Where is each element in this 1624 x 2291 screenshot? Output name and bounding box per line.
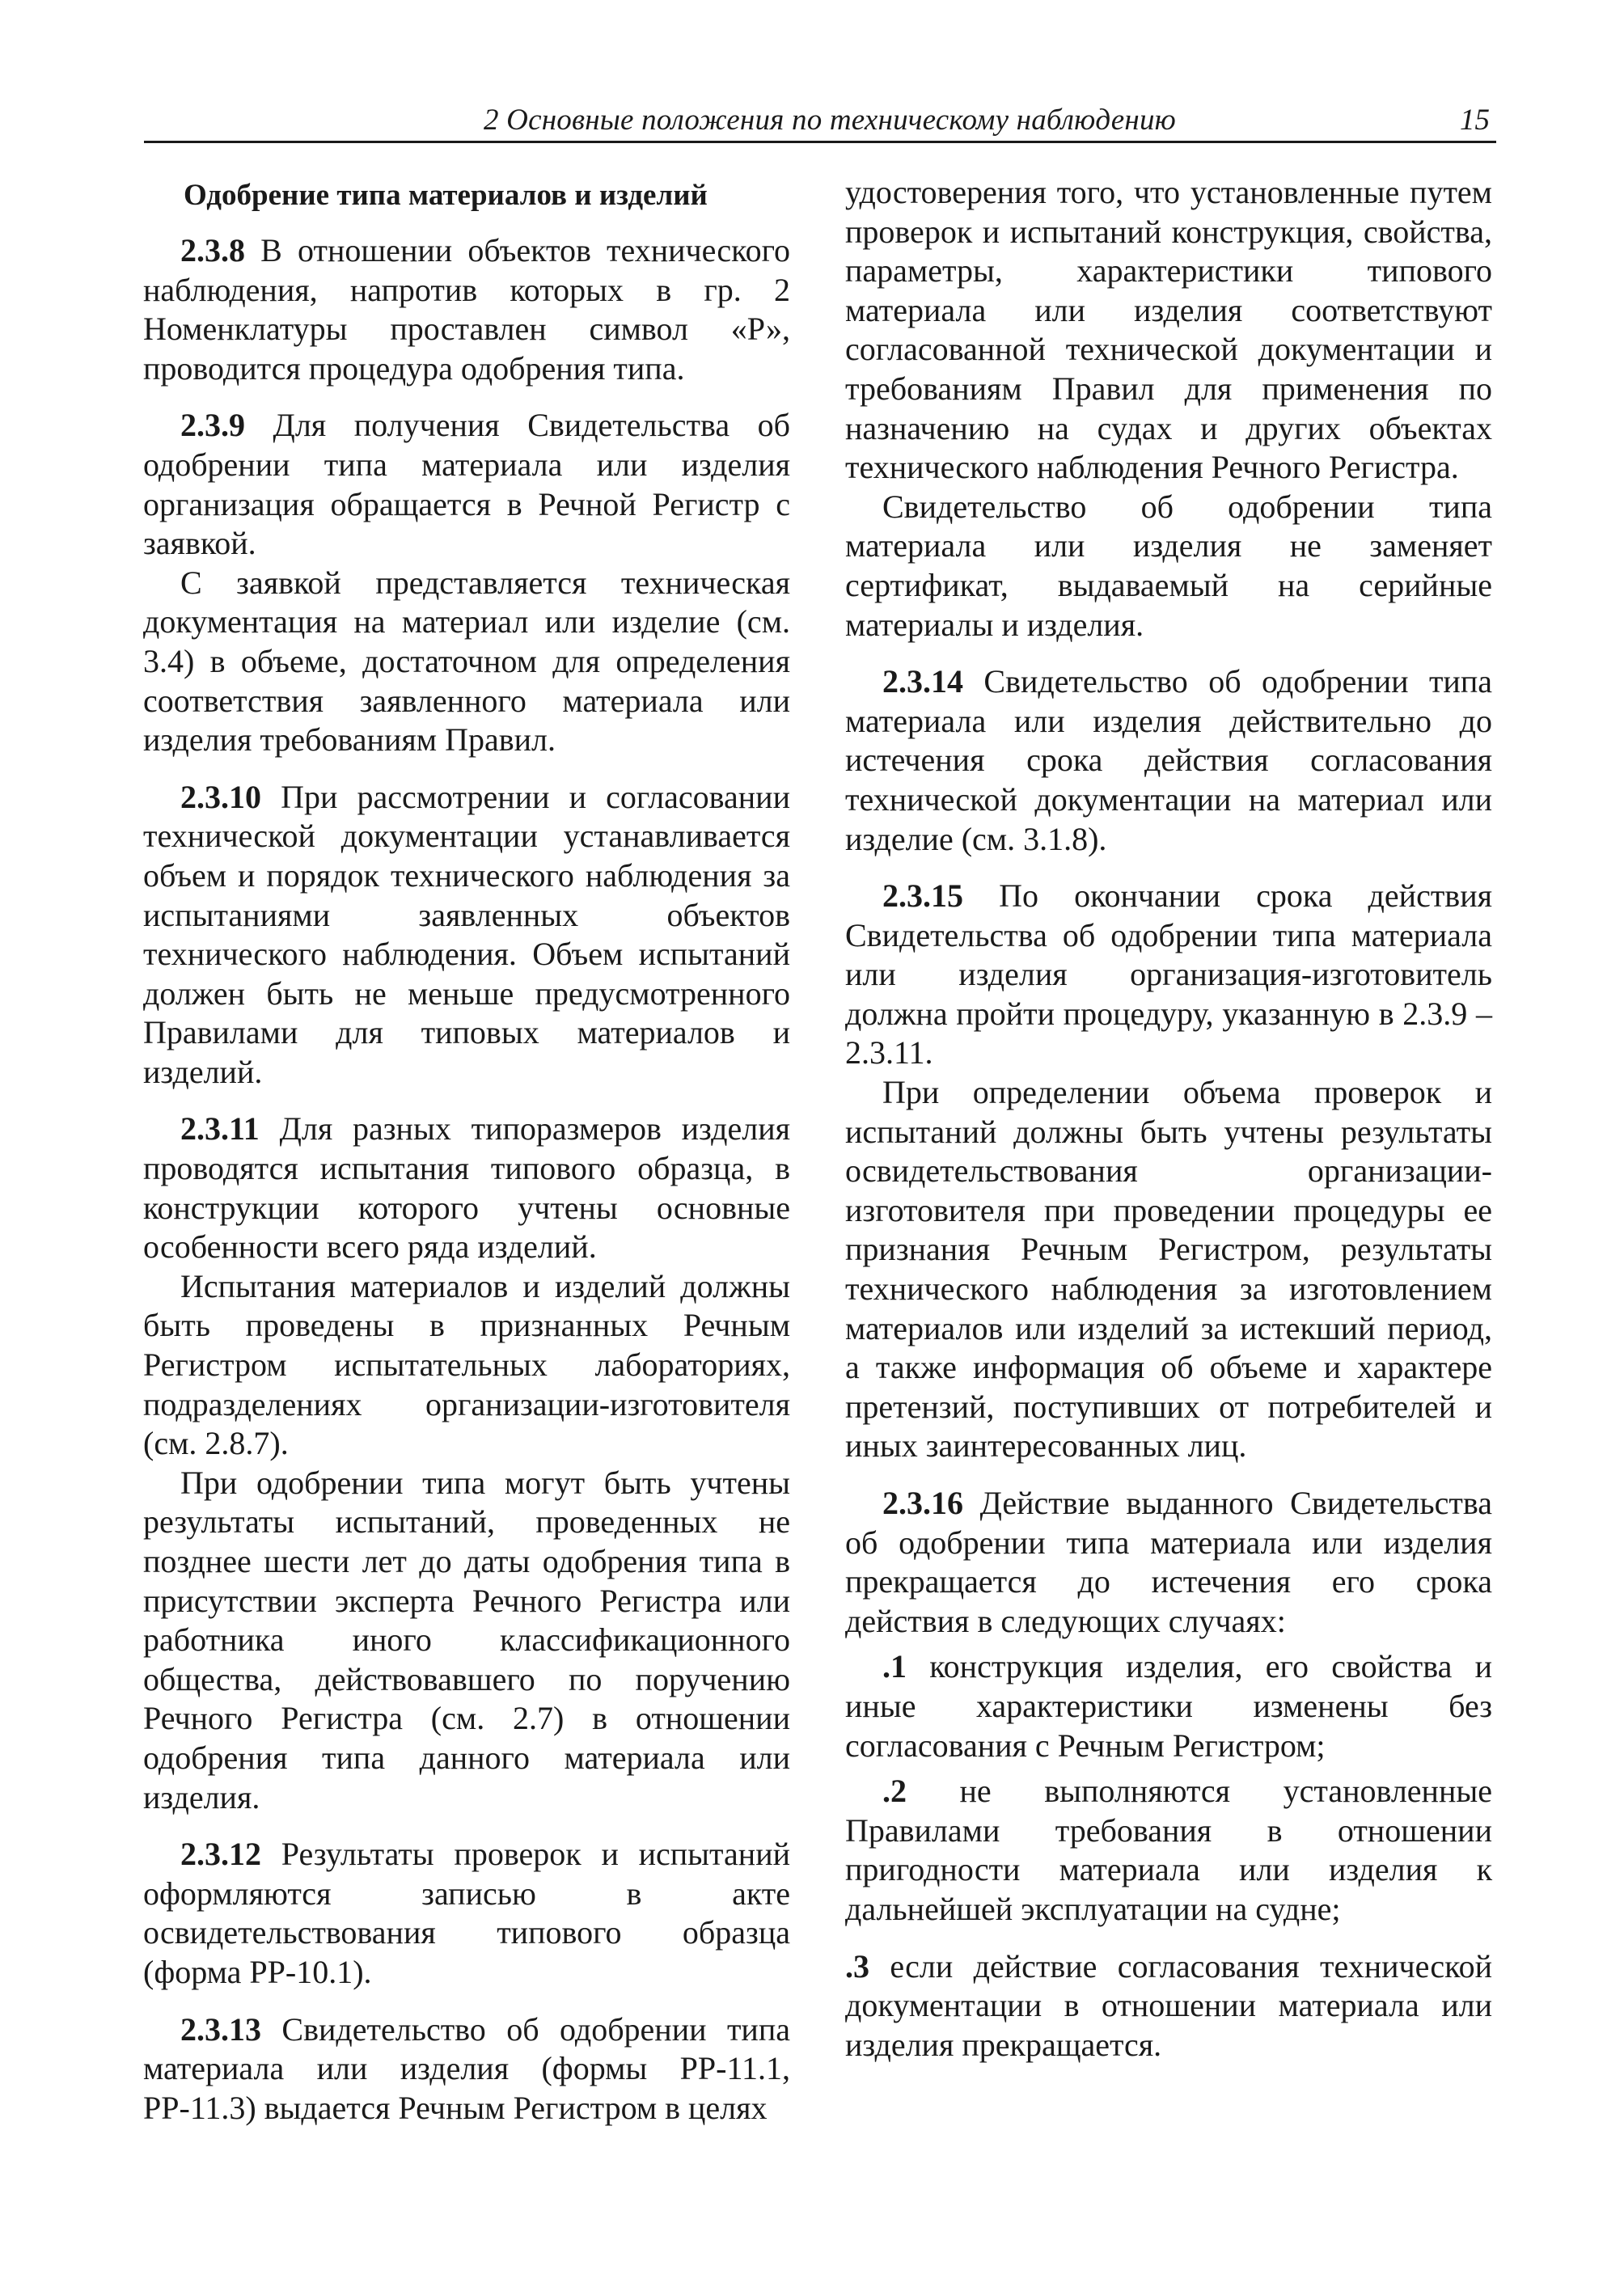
item-text: не выполняются установленные Правилами требования в отношении пригодности материала или изделия к дальнейшей эксплуатации на судне;: [845, 1773, 1492, 1927]
clause-text: Свидетельство об одобрении типа материала или изделия действительно до истечения срока действия согласования технической документации на материал или изделие (см. 3.1.8).: [845, 663, 1492, 857]
clause-text: Для разных типоразмеров изделия проводятся испытания типового образца, в конструкции которого учтены основные особенности всего ряда изделий.: [143, 1110, 790, 1266]
page-number: 15: [1460, 104, 1490, 137]
paragraph-2-3-8: [143, 231, 790, 388]
paragraph-2-3-13: [143, 2010, 790, 2128]
section-heading: Одобрение типа материалов и изделий: [184, 179, 708, 212]
right-column: [845, 173, 1492, 2065]
item-number: .2: [882, 1773, 907, 1810]
paragraph-2-3-9-continued: С заявкой представляется техническая документация на материал или изделие (см. 3.4) в объеме, достаточном для определения соответствия заявленного материала или изделия требованиям Правил.: [143, 564, 790, 759]
paragraph-2-3-15: [845, 877, 1492, 1073]
paragraph-2-3-11-continued-2: При одобрении типа могут быть учтены результаты испытаний, проведенных не позднее шести лет до даты одобрения типа в присутствии эксперта Речного Регистра или работника иного классификационного общества, действовавшего по поручению Речного Регистра (см. 2.7) в отношении одобрения типа данного материала или изделия.: [143, 1464, 790, 1815]
item-text: если действие согласования технической документации в отношении материала или изделия прекращается.: [845, 1947, 1492, 2063]
clause-text: Для получения Свидетельства об одобрении типа материала или изделия организация обращается в Речной Регистр с заявкой.: [143, 407, 790, 562]
clause-number: 2.3.10: [180, 778, 261, 815]
running-section-title: 2 Основные положения по техническому наблюдению: [484, 104, 1176, 137]
clause-number: 2.3.14: [882, 663, 963, 700]
item-number: .1: [882, 1648, 907, 1685]
paragraph-2-3-9: [143, 406, 790, 563]
paragraph-2-3-13-continued: удостоверения того, что установленные путем проверок и испытаний конструкция, свойства, параметры, характеристики типового материала или изделия соответствуют согласованной технической документации и требованиям Правил для применения по назначению на судах и других объектах технического наблюдения Речного Регистра.: [845, 174, 1492, 486]
paragraph-2-3-14: [845, 662, 1492, 859]
clause-text: Результаты проверок и испытаний оформляются записью в акте освидетельствования типового образца (форма РР-10.1).: [143, 1836, 790, 1990]
clause-text: При рассмотрении и согласовании технической документации устанавливается объем и порядок технического наблюдения за испытаниями заявленных объектов технического наблюдения. Объем испытаний должен быть не меньше предусмотренного Правилами для типовых материалов и изделий.: [143, 778, 790, 1090]
paragraph-2-3-12: [143, 1835, 790, 1992]
clause-number: 2.3.9: [180, 407, 245, 444]
list-item-2: [845, 1772, 1492, 1929]
clause-number: 2.3.15: [882, 877, 963, 915]
item-text: конструкция изделия, его свойства и иные характеристики изменены без согласования с Речным Регистром;: [845, 1648, 1492, 1764]
paragraph-2-3-10: [143, 778, 790, 1093]
clause-number: 2.3.12: [180, 1836, 261, 1873]
list-item-3: [845, 1947, 1492, 2065]
clause-text: Действие выданного Свидетельства об одобрении типа материала или изделия прекращается до истечения его срока действия в следующих случаях:: [845, 1485, 1492, 1639]
left-column: [143, 176, 790, 2128]
clause-text: По окончании срока действия Свидетельства об одобрении типа материала или изделия организация-изготовитель должна пройти процедуру, указанную в 2.3.9 – 2.3.11.: [845, 877, 1492, 1072]
clause-text: Свидетельство об одобрении типа материала или изделия (формы РР-11.1, РР-11.3) выдается Речным Регистром в целях: [143, 2010, 790, 2126]
clause-number: 2.3.13: [180, 2010, 261, 2048]
paragraph-2-3-11-continued-1: Испытания материалов и изделий должны быть проведены в признанных Речным Регистром испытательных лабораториях, подразделениях организации-изготовителя (см. 2.8.7).: [143, 1267, 790, 1462]
page-header: [144, 105, 1496, 143]
list-item-1: [845, 1647, 1492, 1765]
clause-number: 2.3.16: [882, 1485, 963, 1521]
clause-number: 2.3.11: [180, 1110, 260, 1148]
paragraph-2-3-15-continued: При определении объема проверок и испытаний должны быть учтены результаты освидетельствования организации-изготовителя при проведении процедуры ее признания Речным Регистром, результаты технического наблюдения за изготовлением материалов или изделий за истекший период, а также информация об объеме и характере претензий, поступивших от потребителей и иных заинтересованных лиц.: [845, 1074, 1492, 1465]
item-number: .3: [845, 1947, 869, 1985]
paragraph-2-3-11: [143, 1110, 790, 1266]
clause-text: В отношении объектов технического наблюдения, напротив которых в гр. 2 Номенклатуры проставлен символ «Р», проводится процедура одобрения типа.: [143, 232, 790, 387]
paragraph-2-3-16: [845, 1484, 1492, 1641]
paragraph-2-3-13-continued-2: Свидетельство об одобрении типа материала или изделия не заменяет сертификат, выдаваемый на серийные материалы и изделия.: [845, 488, 1492, 643]
clause-number: 2.3.8: [180, 232, 245, 268]
